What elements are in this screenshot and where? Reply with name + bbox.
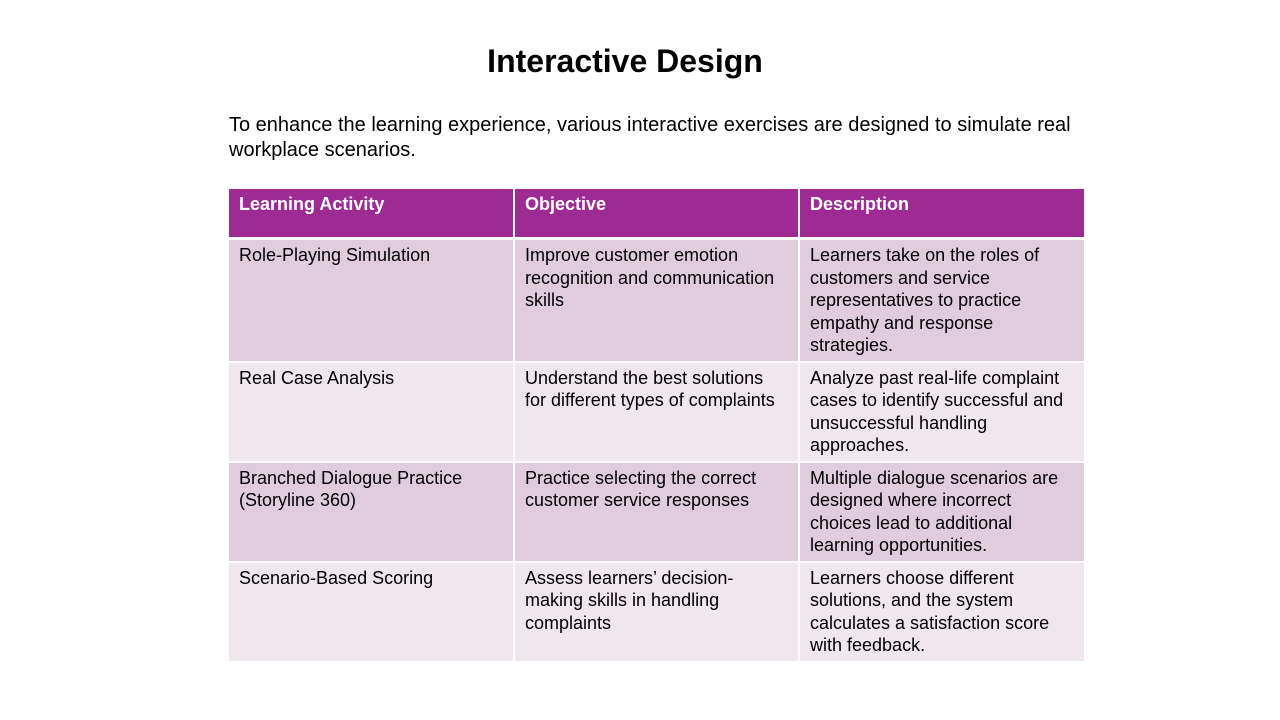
cell-description: Analyze past real-life complaint cases to identify successful and unsuccessful handling approaches. [799, 362, 1084, 462]
header-objective: Objective [514, 189, 799, 239]
header-description: Description [799, 189, 1084, 239]
cell-description: Learners take on the roles of customers and service representatives to practice empathy and response strategies. [799, 239, 1084, 362]
cell-objective: Improve customer emotion recognition and communication skills [514, 239, 799, 362]
cell-objective: Practice selecting the correct customer service responses [514, 462, 799, 562]
header-learning-activity: Learning Activity [229, 189, 514, 239]
table-row [229, 462, 1084, 562]
slide-title: Interactive Design [487, 43, 763, 79]
cell-description: Learners choose different solutions, and the system calculates a satisfaction score with feedback. [799, 562, 1084, 662]
cell-objective: Assess learners’ decision-making skills in handling complaints [514, 562, 799, 662]
activity-table [229, 189, 1084, 663]
cell-learning-activity: Real Case Analysis [229, 362, 514, 462]
table-header [229, 189, 1084, 239]
cell-learning-activity: Branched Dialogue Practice (Storyline 360) [229, 462, 514, 562]
table-row [229, 362, 1084, 462]
table-row [229, 239, 1084, 362]
cell-objective: Understand the best solutions for different types of complaints [514, 362, 799, 462]
table-header-row [229, 189, 1084, 239]
cell-learning-activity: Role-Playing Simulation [229, 239, 514, 362]
table-body [229, 239, 1084, 662]
intro-paragraph: To enhance the learning experience, various interactive exercises are designed to simulate real workplace scenarios. [229, 114, 1071, 161]
table-row [229, 562, 1084, 662]
cell-description: Multiple dialogue scenarios are designed where incorrect choices lead to additional learning opportunities. [799, 462, 1084, 562]
cell-learning-activity: Scenario-Based Scoring [229, 562, 514, 662]
